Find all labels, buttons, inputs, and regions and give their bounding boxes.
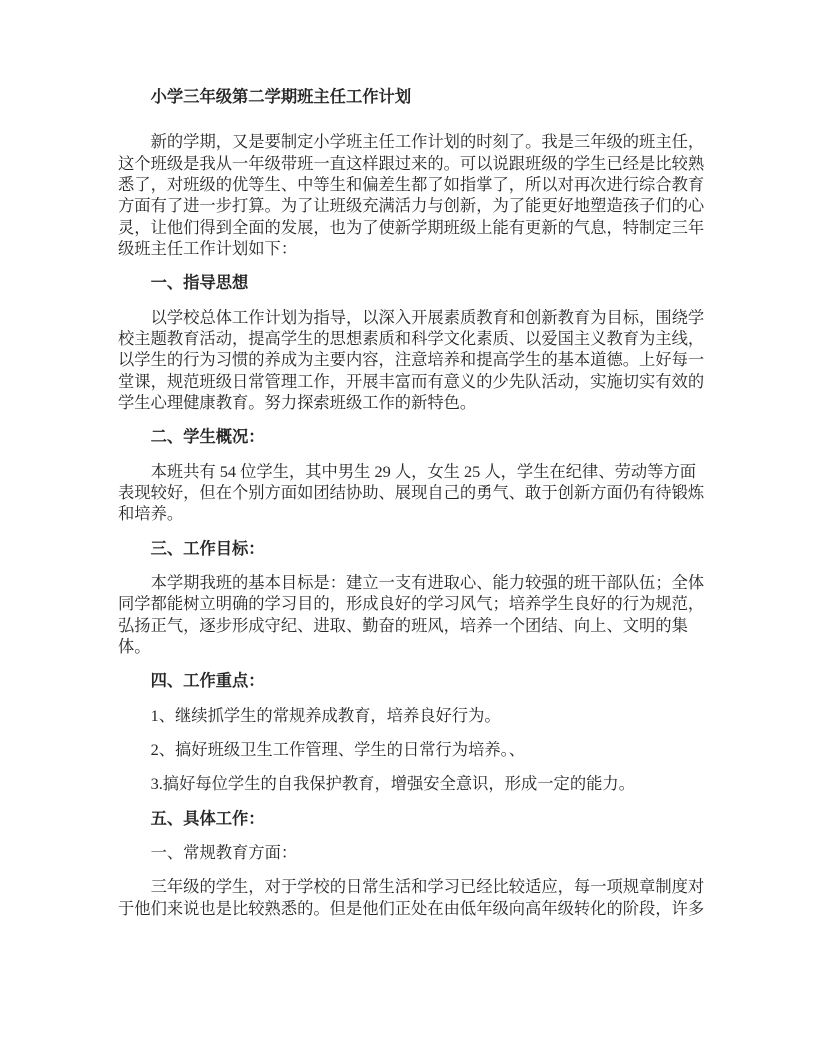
heading-work-goals: 三、工作目标： [150,538,265,558]
intro-paragraph: 新的学期，又是要制定小学班主任工作计划的时刻了。我是三年级的班主任，这个班级是我从一年级带班一直这样跟过来的。可以说跟班级的学生已经是比较熟悉了，对班级的优等生、中等生和偏差生都了如指掌了，所以对再次进行综合教育方面有了进一步打算。为了让班级充满活力与创新，为了能更好地塑造孩子们的心灵，让他们得到全面的发展，也为了使新学期班级上能有更新的气息，特制定三年级班主任工作计划如下： [118,132,705,258]
paragraph-routine-education: 三年级的学生，对于学校的日常生活和学习已经比较适应，每一项规章制度对于他们来说也是比较熟悉的。但是他们正处在由低年级向高年级转化的阶段，许多 [118,877,705,918]
heading-student-overview: 二、学生概况： [150,427,265,447]
paragraph-student-overview: 本班共有 54 位学生，其中男生 29 人，女生 25 人，学生在纪律、劳动等方面表现较好，但在个别方面如团结协助、展现自己的勇气、敢于创新方面仍有待锻炼和培养。 [118,461,705,524]
paragraph-guiding-ideology: 以学校总体工作计划为指导，以深入开展素质教育和创新教育为目标，围绕学校主题教育活动，提高学生的思想素质和科学文化素质、以爱国主义教育为主线，以学生的行为习惯的养成为主要内容，注意培养和提高学生的基本道德。上好每一堂课，规范班级日常管理工作，开展丰富而有意义的少先队活动，实施切实有效的学生心理健康教育。努力探索班级工作的新特色。 [118,307,705,412]
work-priority-item-2: 2、搞好班级卫生工作管理、学生的日常行为培养。、 [150,739,526,759]
work-priority-item-3: 3.搞好每位学生的自我保护教育，增强安全意识，形成一定的能力。 [150,774,635,794]
document-body [118,86,706,919]
heading-guiding-ideology: 一、指导思想 [150,273,249,293]
subheading-routine-education: 一、常规教育方面： [150,842,298,862]
work-priority-item-1: 1、继续抓学生的常规养成教育，培养良好行为。 [150,705,501,725]
heading-work-priorities: 四、工作重点： [150,671,265,691]
heading-specific-work: 五、具体工作： [150,808,265,828]
document-title: 小学三年级第二学期班主任工作计划 [150,87,412,106]
paragraph-work-goals: 本学期我班的基本目标是：建立一支有进取心、能力较强的班干部队伍；全体同学都能树立明确的学习目的，形成良好的学习风气；培养学生良好的行为规范，弘扬正气，逐步形成守纪、进取、勤奋的班风，培养一个团结、向上、文明的集体。 [118,572,705,656]
